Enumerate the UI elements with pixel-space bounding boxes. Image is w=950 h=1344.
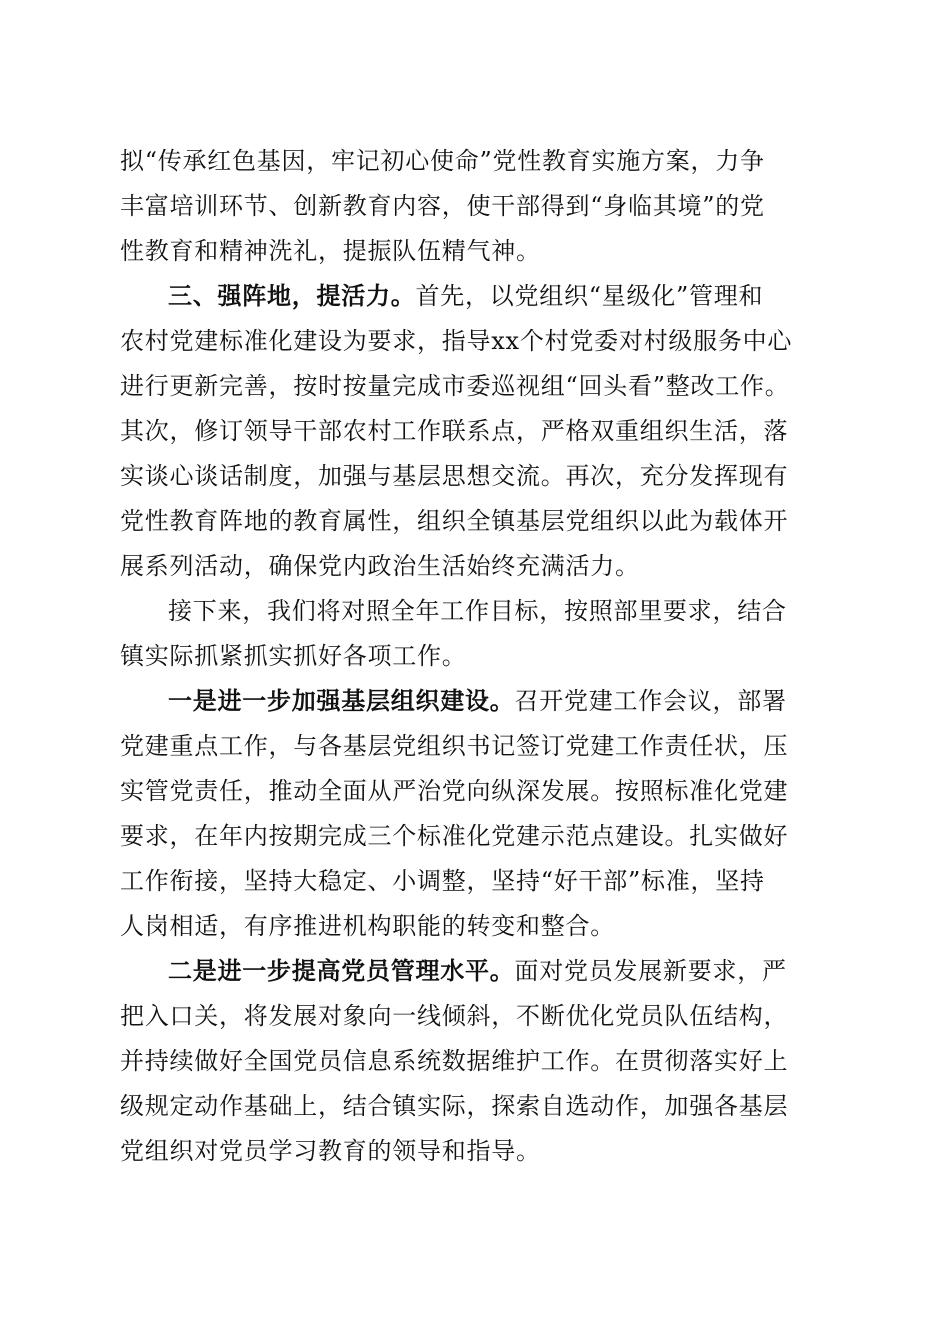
paragraph-5-line-2: 把入口关，将发展对象向一线倾斜，不断优化党员队伍结构， bbox=[120, 1002, 789, 1030]
paragraph-4-lead: 召开党建工作会议，部署 bbox=[514, 687, 787, 715]
section-heading-member-management: 二是进一步提高党员管理水平。 bbox=[168, 957, 515, 985]
paragraph-2-lead: 首先，以党组织“星级化”管理和 bbox=[415, 282, 764, 310]
paragraph-1-line-1: 拟“传承红色基因，牢记初心使命”党性教育实施方案，力争 bbox=[120, 147, 765, 175]
paragraph-5-lead: 面对党员发展新要求，严 bbox=[514, 957, 787, 985]
paragraph-2-line-2: 农村党建标准化建设为要求，指导xx个村党委对村级服务中心 bbox=[120, 327, 793, 355]
section-heading-organization-building: 一是进一步加强基层组织建设。 bbox=[168, 687, 515, 715]
paragraph-5-line-5: 党组织对党员学习教育的领导和指导。 bbox=[120, 1137, 541, 1165]
paragraph-5-line-4: 级规定动作基础上，结合镇实际，探索自选动作，加强各基层 bbox=[120, 1092, 789, 1120]
paragraph-4-line-2: 党建重点工作，与各基层党组织书记签订党建工作责任状，压 bbox=[120, 732, 789, 760]
paragraph-5-line-3: 并持续做好全国党员信息系统数据维护工作。在贯彻落实好上 bbox=[120, 1047, 789, 1075]
paragraph-1-line-2: 丰富培训环节、创新教育内容，使干部得到“身临其境”的党 bbox=[120, 192, 765, 220]
paragraph-2-line-3: 进行更新完善，按时按量完成市委巡视组“回头看”整改工作。 bbox=[120, 372, 790, 400]
paragraph-4-line-3: 实管党责任，推动全面从严治党向纵深发展。按照标准化党建 bbox=[120, 777, 789, 805]
paragraph-3-line-2: 镇实际抓紧抓实抓好各项工作。 bbox=[120, 642, 467, 670]
section-heading-strengthen-position: 三、强阵地，提活力。 bbox=[168, 282, 416, 310]
paragraph-2-line-5: 实谈心谈话制度，加强与基层思想交流。再次，充分发挥现有 bbox=[120, 462, 789, 490]
paragraph-4-line-5: 工作衔接，坚持大稳定、小调整，坚持“好干部”标准，坚持 bbox=[120, 867, 765, 895]
paragraph-5-line-1 bbox=[168, 956, 787, 986]
paragraph-4-line-4: 要求，在年内按期完成三个标准化党建示范点建设。扎实做好 bbox=[120, 822, 789, 850]
paragraph-3-line-1: 接下来，我们将对照全年工作目标，按照部里要求，结合 bbox=[168, 597, 787, 625]
paragraph-1-line-3: 性教育和精神洗礼，提振队伍精气神。 bbox=[120, 237, 541, 265]
paragraph-2-line-4: 其次，修订领导干部农村工作联系点，严格双重组织生活，落 bbox=[120, 417, 789, 445]
paragraph-4-line-6: 人岗相适，有序推进机构职能的转变和整合。 bbox=[120, 912, 615, 940]
paragraph-2-line-1 bbox=[168, 281, 763, 311]
paragraph-2-line-7: 展系列活动，确保党内政治生活始终充满活力。 bbox=[120, 552, 640, 580]
paragraph-2-line-6: 党性教育阵地的教育属性，组织全镇基层党组织以此为载体开 bbox=[120, 507, 789, 535]
paragraph-4-line-1 bbox=[168, 686, 787, 716]
